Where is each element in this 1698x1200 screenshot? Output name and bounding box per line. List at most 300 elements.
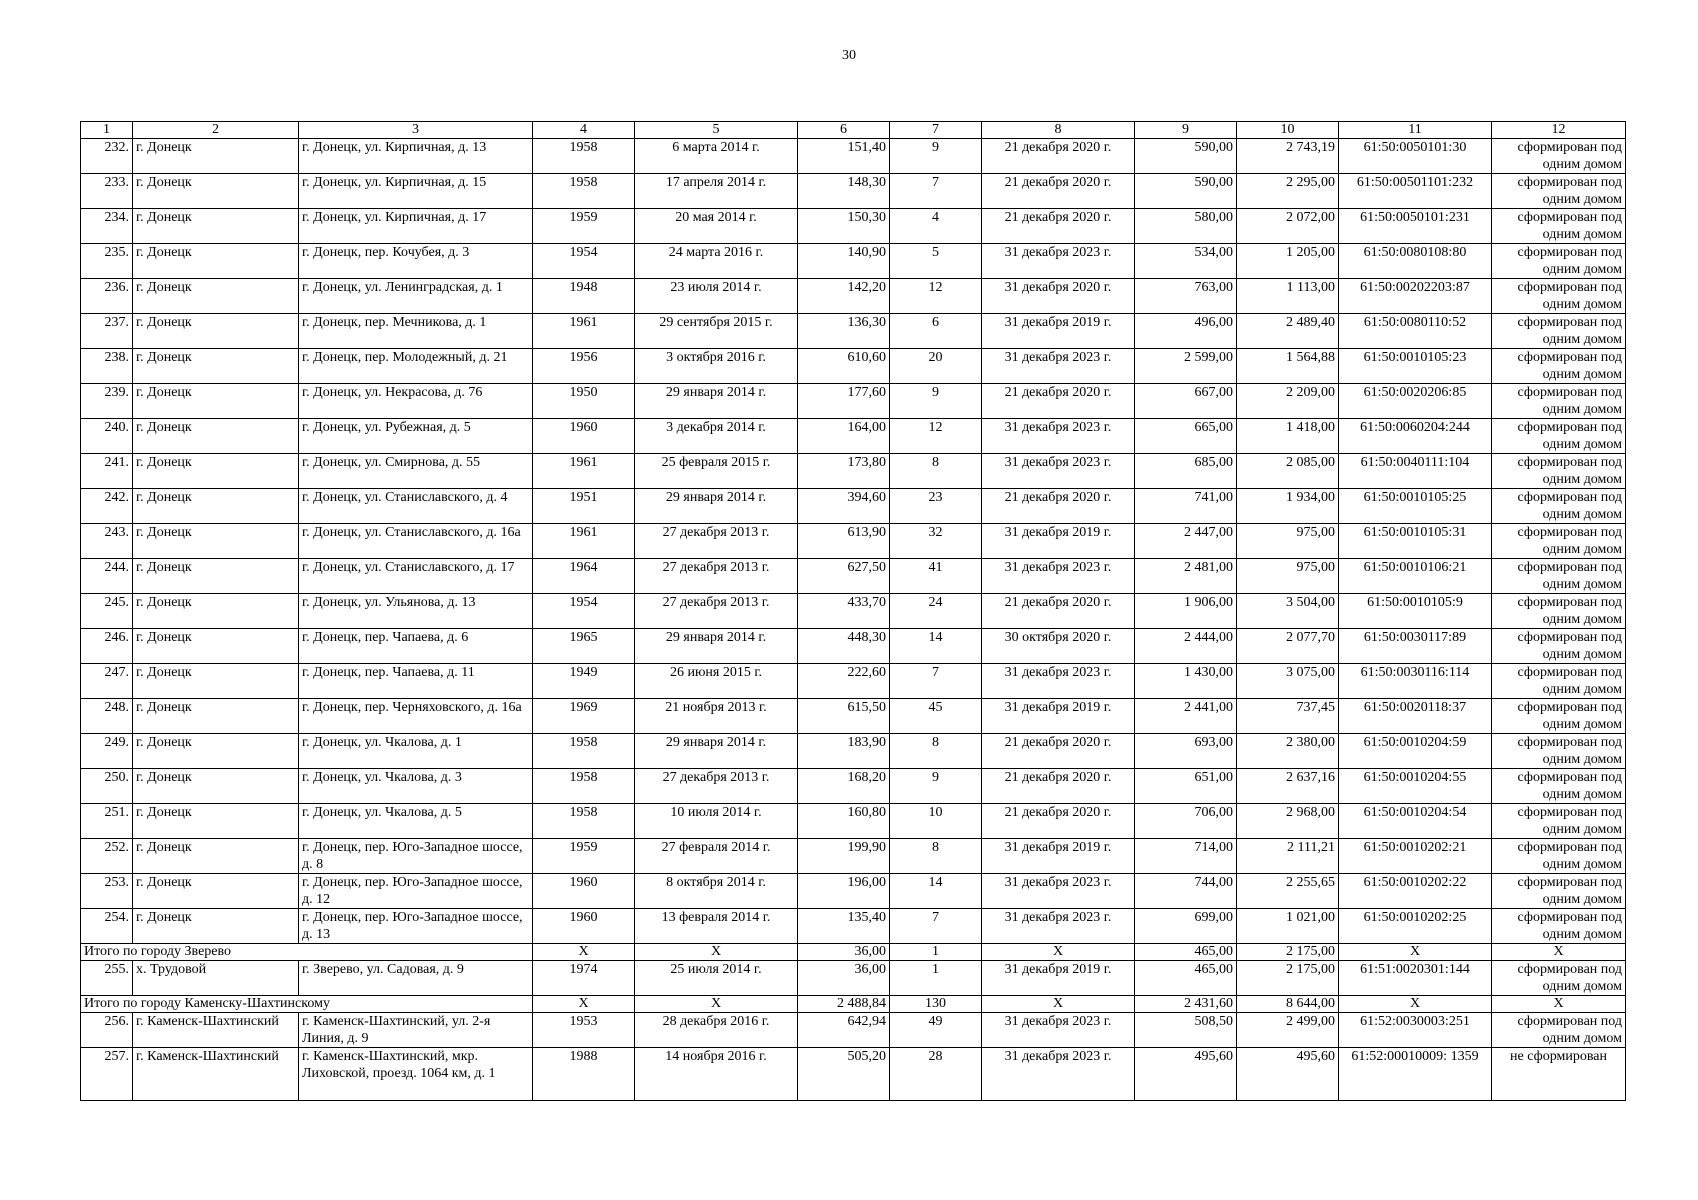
cell-area: 135,40 xyxy=(798,909,890,944)
cell-land-area: 699,00 xyxy=(1135,909,1237,944)
cell-area: 183,90 xyxy=(798,734,890,769)
cell-relocation-date: 31 декабря 2023 г. xyxy=(982,1013,1135,1048)
cell-other-area: 3 075,00 xyxy=(1237,664,1339,699)
cell-date-recognized: 3 октября 2016 г. xyxy=(635,349,798,384)
cell-residents: 10 xyxy=(890,804,982,839)
cell-cadastral-number: 61:50:0080110:52 xyxy=(1339,314,1492,349)
cell-year: 1969 xyxy=(533,699,635,734)
cell-number: 241. xyxy=(81,454,133,489)
cell-year: 1965 xyxy=(533,629,635,664)
cell-relocation-date: 31 декабря 2023 г. xyxy=(982,244,1135,279)
cell-date-recognized: 13 февраля 2014 г. xyxy=(635,909,798,944)
subtotal-cell: X xyxy=(1339,944,1492,961)
cell-date-recognized: 3 декабря 2014 г. xyxy=(635,419,798,454)
cell-date-recognized: 25 июля 2014 г. xyxy=(635,961,798,996)
cell-other-area: 2 380,00 xyxy=(1237,734,1339,769)
subtotal-cell: 36,00 xyxy=(798,944,890,961)
table-row xyxy=(81,174,1626,209)
cell-land-area: 685,00 xyxy=(1135,454,1237,489)
cell-address: г. Донецк, ул. Станиславского, д. 17 xyxy=(299,559,533,594)
cell-relocation-date: 31 декабря 2023 г. xyxy=(982,349,1135,384)
cell-residents: 24 xyxy=(890,594,982,629)
cell-year: 1960 xyxy=(533,874,635,909)
cell-year: 1954 xyxy=(533,594,635,629)
table-row xyxy=(81,769,1626,804)
cell-settlement: г. Донецк xyxy=(133,524,299,559)
cell-relocation-date: 31 декабря 2023 г. xyxy=(982,419,1135,454)
cell-other-area: 2 111,21 xyxy=(1237,839,1339,874)
table-row xyxy=(81,384,1626,419)
cell-year: 1958 xyxy=(533,804,635,839)
cell-number: 252. xyxy=(81,839,133,874)
subtotal-cell: X xyxy=(982,944,1135,961)
cell-address: г. Каменск-Шахтинский, мкр. Лиховской, проезд. 1064 км, д. 1 xyxy=(299,1048,533,1101)
cell-relocation-date: 31 декабря 2019 г. xyxy=(982,314,1135,349)
cell-date-recognized: 10 июля 2014 г. xyxy=(635,804,798,839)
cell-land-status: сформирован под одним домом xyxy=(1492,734,1626,769)
cell-number: 254. xyxy=(81,909,133,944)
cell-relocation-date: 31 декабря 2019 г. xyxy=(982,699,1135,734)
cell-land-area: 495,60 xyxy=(1135,1048,1237,1101)
housing-register-table xyxy=(80,121,1626,1101)
cell-date-recognized: 24 марта 2016 г. xyxy=(635,244,798,279)
subtotal-cell: 1 xyxy=(890,944,982,961)
cell-address: г. Донецк, пер. Юго-Западное шоссе, д. 8 xyxy=(299,839,533,874)
cell-area: 627,50 xyxy=(798,559,890,594)
cell-relocation-date: 31 декабря 2019 г. xyxy=(982,524,1135,559)
cell-land-area: 714,00 xyxy=(1135,839,1237,874)
cell-address: г. Донецк, ул. Чкалова, д. 5 xyxy=(299,804,533,839)
cell-land-status: сформирован под одним домом xyxy=(1492,454,1626,489)
cell-year: 1948 xyxy=(533,279,635,314)
cell-settlement: г. Каменск-Шахтинский xyxy=(133,1048,299,1101)
table-row xyxy=(81,664,1626,699)
cell-relocation-date: 21 декабря 2020 г. xyxy=(982,804,1135,839)
cell-number: 240. xyxy=(81,419,133,454)
subtotal-cell: X xyxy=(1492,996,1626,1013)
column-header: 5 xyxy=(635,122,798,139)
cell-land-status: сформирован под одним домом xyxy=(1492,314,1626,349)
cell-residents: 9 xyxy=(890,769,982,804)
cell-area: 150,30 xyxy=(798,209,890,244)
table-row xyxy=(81,209,1626,244)
cell-settlement: г. Донецк xyxy=(133,559,299,594)
cell-land-status: сформирован под одним домом xyxy=(1492,804,1626,839)
cell-address: г. Донецк, пер. Мечникова, д. 1 xyxy=(299,314,533,349)
cell-settlement: х. Трудовой xyxy=(133,961,299,996)
cell-settlement: г. Донецк xyxy=(133,594,299,629)
subtotal-cell: 465,00 xyxy=(1135,944,1237,961)
cell-settlement: г. Донецк xyxy=(133,734,299,769)
cell-land-status: сформирован под одним домом xyxy=(1492,1013,1626,1048)
cell-relocation-date: 21 декабря 2020 г. xyxy=(982,734,1135,769)
cell-other-area: 1 205,00 xyxy=(1237,244,1339,279)
cell-settlement: г. Донецк xyxy=(133,279,299,314)
cell-number: 236. xyxy=(81,279,133,314)
cell-date-recognized: 27 декабря 2013 г. xyxy=(635,559,798,594)
cell-land-status: сформирован под одним домом xyxy=(1492,209,1626,244)
cell-land-status: сформирован под одним домом xyxy=(1492,559,1626,594)
cell-address: г. Донецк, пер. Черняховского, д. 16а xyxy=(299,699,533,734)
cell-cadastral-number: 61:50:0010105:25 xyxy=(1339,489,1492,524)
cell-area: 168,20 xyxy=(798,769,890,804)
cell-relocation-date: 21 декабря 2020 г. xyxy=(982,384,1135,419)
cell-relocation-date: 21 декабря 2020 г. xyxy=(982,209,1135,244)
cell-date-recognized: 28 декабря 2016 г. xyxy=(635,1013,798,1048)
cell-land-status: сформирован под одним домом xyxy=(1492,139,1626,174)
subtotal-cell: X xyxy=(635,944,798,961)
table-row xyxy=(81,139,1626,174)
cell-address: г. Донецк, ул. Чкалова, д. 3 xyxy=(299,769,533,804)
page-number: 30 xyxy=(842,48,856,63)
cell-residents: 45 xyxy=(890,699,982,734)
cell-residents: 20 xyxy=(890,349,982,384)
table-row xyxy=(81,594,1626,629)
cell-area: 505,20 xyxy=(798,1048,890,1101)
column-header: 1 xyxy=(81,122,133,139)
cell-land-status: не сформирован xyxy=(1492,1048,1626,1101)
subtotal-cell: X xyxy=(533,996,635,1013)
cell-other-area: 975,00 xyxy=(1237,559,1339,594)
cell-cadastral-number: 61:50:0050101:30 xyxy=(1339,139,1492,174)
cell-area: 164,00 xyxy=(798,419,890,454)
cell-land-area: 580,00 xyxy=(1135,209,1237,244)
cell-settlement: г. Донецк xyxy=(133,454,299,489)
cell-date-recognized: 23 июля 2014 г. xyxy=(635,279,798,314)
cell-address: г. Донецк, пер. Юго-Западное шоссе, д. 12 xyxy=(299,874,533,909)
cell-relocation-date: 31 декабря 2023 г. xyxy=(982,454,1135,489)
cell-land-status: сформирован под одним домом xyxy=(1492,279,1626,314)
table-row xyxy=(81,629,1626,664)
cell-residents: 7 xyxy=(890,664,982,699)
column-header: 9 xyxy=(1135,122,1237,139)
cell-year: 1959 xyxy=(533,839,635,874)
table-row xyxy=(81,349,1626,384)
cell-residents: 14 xyxy=(890,874,982,909)
cell-area: 142,20 xyxy=(798,279,890,314)
cell-number: 253. xyxy=(81,874,133,909)
cell-other-area: 2 072,00 xyxy=(1237,209,1339,244)
cell-date-recognized: 29 января 2014 г. xyxy=(635,629,798,664)
column-header-row xyxy=(81,122,1626,139)
subtotal-cell: X xyxy=(1492,944,1626,961)
cell-other-area: 3 504,00 xyxy=(1237,594,1339,629)
cell-land-area: 2 441,00 xyxy=(1135,699,1237,734)
cell-date-recognized: 29 января 2014 г. xyxy=(635,734,798,769)
cell-land-status: сформирован под одним домом xyxy=(1492,244,1626,279)
cell-area: 433,70 xyxy=(798,594,890,629)
cell-date-recognized: 8 октября 2014 г. xyxy=(635,874,798,909)
table-row xyxy=(81,804,1626,839)
cell-address: г. Донецк, пер. Молодежный, д. 21 xyxy=(299,349,533,384)
cell-land-area: 2 444,00 xyxy=(1135,629,1237,664)
cell-land-status: сформирован под одним домом xyxy=(1492,419,1626,454)
subtotal-cell: X xyxy=(982,996,1135,1013)
table-row xyxy=(81,244,1626,279)
cell-relocation-date: 31 декабря 2019 г. xyxy=(982,839,1135,874)
cell-land-area: 465,00 xyxy=(1135,961,1237,996)
cell-relocation-date: 30 октября 2020 г. xyxy=(982,629,1135,664)
cell-settlement: г. Донецк xyxy=(133,699,299,734)
cell-relocation-date: 31 декабря 2019 г. xyxy=(982,961,1135,996)
table-row xyxy=(81,559,1626,594)
cell-other-area: 1 021,00 xyxy=(1237,909,1339,944)
cell-number: 242. xyxy=(81,489,133,524)
subtotal-cell: X xyxy=(1339,996,1492,1013)
cell-land-area: 741,00 xyxy=(1135,489,1237,524)
cell-address: г. Донецк, ул. Кирпичная, д. 15 xyxy=(299,174,533,209)
cell-date-recognized: 27 декабря 2013 г. xyxy=(635,769,798,804)
cell-area: 615,50 xyxy=(798,699,890,734)
cell-cadastral-number: 61:50:0010204:55 xyxy=(1339,769,1492,804)
cell-number: 245. xyxy=(81,594,133,629)
column-header: 12 xyxy=(1492,122,1626,139)
cell-year: 1958 xyxy=(533,734,635,769)
cell-settlement: г. Донецк xyxy=(133,244,299,279)
cell-other-area: 2 255,65 xyxy=(1237,874,1339,909)
cell-other-area: 1 418,00 xyxy=(1237,419,1339,454)
cell-land-status: сформирован под одним домом xyxy=(1492,839,1626,874)
cell-residents: 8 xyxy=(890,734,982,769)
cell-date-recognized: 26 июня 2015 г. xyxy=(635,664,798,699)
cell-residents: 7 xyxy=(890,909,982,944)
cell-relocation-date: 31 декабря 2023 г. xyxy=(982,909,1135,944)
cell-year: 1956 xyxy=(533,349,635,384)
cell-address: г. Донецк, пер. Юго-Западное шоссе, д. 13 xyxy=(299,909,533,944)
cell-area: 148,30 xyxy=(798,174,890,209)
table-row xyxy=(81,489,1626,524)
table-row xyxy=(81,1048,1626,1101)
cell-relocation-date: 31 декабря 2023 г. xyxy=(982,559,1135,594)
column-header: 2 xyxy=(133,122,299,139)
cell-cadastral-number: 61:50:0030116:114 xyxy=(1339,664,1492,699)
cell-settlement: г. Донецк xyxy=(133,209,299,244)
cell-settlement: г. Донецк xyxy=(133,629,299,664)
cell-year: 1953 xyxy=(533,1013,635,1048)
cell-residents: 6 xyxy=(890,314,982,349)
cell-address: г. Донецк, пер. Кочубея, д. 3 xyxy=(299,244,533,279)
cell-year: 1958 xyxy=(533,769,635,804)
subtotal-label: Итого по городу Зверево xyxy=(81,944,533,961)
table-row xyxy=(81,874,1626,909)
cell-area: 173,80 xyxy=(798,454,890,489)
cell-other-area: 2 209,00 xyxy=(1237,384,1339,419)
cell-land-status: сформирован под одним домом xyxy=(1492,629,1626,664)
cell-cadastral-number: 61:50:0010204:59 xyxy=(1339,734,1492,769)
cell-residents: 32 xyxy=(890,524,982,559)
table-row xyxy=(81,839,1626,874)
cell-other-area: 2 085,00 xyxy=(1237,454,1339,489)
cell-year: 1958 xyxy=(533,139,635,174)
table-row xyxy=(81,454,1626,489)
cell-other-area: 1 934,00 xyxy=(1237,489,1339,524)
cell-date-recognized: 27 февраля 2014 г. xyxy=(635,839,798,874)
cell-relocation-date: 21 декабря 2020 г. xyxy=(982,174,1135,209)
column-header: 6 xyxy=(798,122,890,139)
cell-residents: 49 xyxy=(890,1013,982,1048)
cell-year: 1961 xyxy=(533,524,635,559)
cell-land-area: 665,00 xyxy=(1135,419,1237,454)
cell-area: 448,30 xyxy=(798,629,890,664)
cell-other-area: 737,45 xyxy=(1237,699,1339,734)
cell-year: 1949 xyxy=(533,664,635,699)
cell-settlement: г. Донецк xyxy=(133,769,299,804)
cell-land-status: сформирован под одним домом xyxy=(1492,769,1626,804)
cell-date-recognized: 27 декабря 2013 г. xyxy=(635,524,798,559)
subtotal-cell: 130 xyxy=(890,996,982,1013)
cell-cadastral-number: 61:50:00501101:232 xyxy=(1339,174,1492,209)
cell-other-area: 975,00 xyxy=(1237,524,1339,559)
cell-other-area: 1 564,88 xyxy=(1237,349,1339,384)
cell-land-area: 744,00 xyxy=(1135,874,1237,909)
subtotal-cell: X xyxy=(635,996,798,1013)
cell-other-area: 2 968,00 xyxy=(1237,804,1339,839)
table-row xyxy=(81,1013,1626,1048)
cell-address: г. Зверево, ул. Садовая, д. 9 xyxy=(299,961,533,996)
cell-other-area: 2 637,16 xyxy=(1237,769,1339,804)
cell-settlement: г. Донецк xyxy=(133,664,299,699)
subtotal-cell: 8 644,00 xyxy=(1237,996,1339,1013)
cell-number: 235. xyxy=(81,244,133,279)
cell-number: 244. xyxy=(81,559,133,594)
cell-relocation-date: 31 декабря 2023 г. xyxy=(982,664,1135,699)
cell-number: 234. xyxy=(81,209,133,244)
column-header: 10 xyxy=(1237,122,1339,139)
cell-area: 151,40 xyxy=(798,139,890,174)
cell-land-status: сформирован под одним домом xyxy=(1492,699,1626,734)
subtotal-row xyxy=(81,996,1626,1013)
cell-area: 160,80 xyxy=(798,804,890,839)
cell-area: 196,00 xyxy=(798,874,890,909)
cell-area: 136,30 xyxy=(798,314,890,349)
cell-cadastral-number: 61:50:0080108:80 xyxy=(1339,244,1492,279)
cell-land-area: 534,00 xyxy=(1135,244,1237,279)
cell-area: 613,90 xyxy=(798,524,890,559)
cell-residents: 9 xyxy=(890,139,982,174)
cell-number: 250. xyxy=(81,769,133,804)
cell-relocation-date: 31 декабря 2020 г. xyxy=(982,279,1135,314)
cell-settlement: г. Донецк xyxy=(133,489,299,524)
cell-year: 1964 xyxy=(533,559,635,594)
cell-date-recognized: 20 мая 2014 г. xyxy=(635,209,798,244)
table-row xyxy=(81,419,1626,454)
cell-cadastral-number: 61:50:0010202:21 xyxy=(1339,839,1492,874)
cell-cadastral-number: 61:50:0010204:54 xyxy=(1339,804,1492,839)
cell-land-area: 651,00 xyxy=(1135,769,1237,804)
cell-number: 249. xyxy=(81,734,133,769)
cell-cadastral-number: 61:50:0010105:23 xyxy=(1339,349,1492,384)
cell-date-recognized: 6 марта 2014 г. xyxy=(635,139,798,174)
cell-land-area: 763,00 xyxy=(1135,279,1237,314)
cell-residents: 8 xyxy=(890,454,982,489)
cell-area: 394,60 xyxy=(798,489,890,524)
cell-land-area: 2 481,00 xyxy=(1135,559,1237,594)
table-row xyxy=(81,699,1626,734)
cell-address: г. Донецк, пер. Чапаева, д. 6 xyxy=(299,629,533,664)
cell-relocation-date: 21 декабря 2020 г. xyxy=(982,594,1135,629)
cell-year: 1961 xyxy=(533,454,635,489)
cell-cadastral-number: 61:50:0060204:244 xyxy=(1339,419,1492,454)
cell-number: 251. xyxy=(81,804,133,839)
cell-area: 642,94 xyxy=(798,1013,890,1048)
cell-other-area: 2 489,40 xyxy=(1237,314,1339,349)
cell-residents: 41 xyxy=(890,559,982,594)
cell-settlement: г. Донецк xyxy=(133,384,299,419)
cell-residents: 5 xyxy=(890,244,982,279)
cell-date-recognized: 27 декабря 2013 г. xyxy=(635,594,798,629)
cell-land-area: 1 430,00 xyxy=(1135,664,1237,699)
cell-relocation-date: 21 декабря 2020 г. xyxy=(982,139,1135,174)
cell-year: 1961 xyxy=(533,314,635,349)
cell-settlement: г. Донецк xyxy=(133,174,299,209)
cell-year: 1950 xyxy=(533,384,635,419)
cell-settlement: г. Донецк xyxy=(133,909,299,944)
cell-area: 177,60 xyxy=(798,384,890,419)
cell-settlement: г. Донецк xyxy=(133,314,299,349)
cell-cadastral-number: 61:50:0010202:25 xyxy=(1339,909,1492,944)
cell-date-recognized: 29 января 2014 г. xyxy=(635,384,798,419)
cell-land-status: сформирован под одним домом xyxy=(1492,384,1626,419)
table-row xyxy=(81,279,1626,314)
cell-number: 256. xyxy=(81,1013,133,1048)
cell-year: 1954 xyxy=(533,244,635,279)
cell-number: 255. xyxy=(81,961,133,996)
cell-residents: 1 xyxy=(890,961,982,996)
cell-number: 247. xyxy=(81,664,133,699)
cell-number: 243. xyxy=(81,524,133,559)
cell-number: 257. xyxy=(81,1048,133,1101)
cell-date-recognized: 29 января 2014 г. xyxy=(635,489,798,524)
cell-cadastral-number: 61:50:0020118:37 xyxy=(1339,699,1492,734)
cell-relocation-date: 31 декабря 2023 г. xyxy=(982,874,1135,909)
cell-land-area: 590,00 xyxy=(1135,174,1237,209)
cell-land-status: сформирован под одним домом xyxy=(1492,524,1626,559)
cell-address: г. Донецк, ул. Кирпичная, д. 13 xyxy=(299,139,533,174)
subtotal-cell: 2 175,00 xyxy=(1237,944,1339,961)
subtotal-cell: 2 488,84 xyxy=(798,996,890,1013)
cell-date-recognized: 29 сентября 2015 г. xyxy=(635,314,798,349)
cell-land-area: 496,00 xyxy=(1135,314,1237,349)
cell-relocation-date: 21 декабря 2020 г. xyxy=(982,769,1135,804)
cell-cadastral-number: 61:50:0010105:31 xyxy=(1339,524,1492,559)
cell-land-status: сформирован под одним домом xyxy=(1492,961,1626,996)
cell-other-area: 2 077,70 xyxy=(1237,629,1339,664)
cell-land-area: 706,00 xyxy=(1135,804,1237,839)
cell-area: 610,60 xyxy=(798,349,890,384)
cell-number: 246. xyxy=(81,629,133,664)
cell-year: 1974 xyxy=(533,961,635,996)
cell-land-area: 1 906,00 xyxy=(1135,594,1237,629)
table-row xyxy=(81,734,1626,769)
cell-address: г. Донецк, ул. Станиславского, д. 4 xyxy=(299,489,533,524)
subtotal-cell: 2 431,60 xyxy=(1135,996,1237,1013)
cell-number: 233. xyxy=(81,174,133,209)
cell-land-area: 508,50 xyxy=(1135,1013,1237,1048)
column-header: 3 xyxy=(299,122,533,139)
cell-number: 239. xyxy=(81,384,133,419)
cell-cadastral-number: 61:50:0040111:104 xyxy=(1339,454,1492,489)
cell-area: 222,60 xyxy=(798,664,890,699)
cell-settlement: г. Донецк xyxy=(133,349,299,384)
column-header: 4 xyxy=(533,122,635,139)
cell-residents: 12 xyxy=(890,419,982,454)
cell-cadastral-number: 61:50:0050101:231 xyxy=(1339,209,1492,244)
column-header: 11 xyxy=(1339,122,1492,139)
cell-area: 199,90 xyxy=(798,839,890,874)
cell-residents: 9 xyxy=(890,384,982,419)
cell-settlement: г. Донецк xyxy=(133,839,299,874)
cell-land-status: сформирован под одним домом xyxy=(1492,489,1626,524)
